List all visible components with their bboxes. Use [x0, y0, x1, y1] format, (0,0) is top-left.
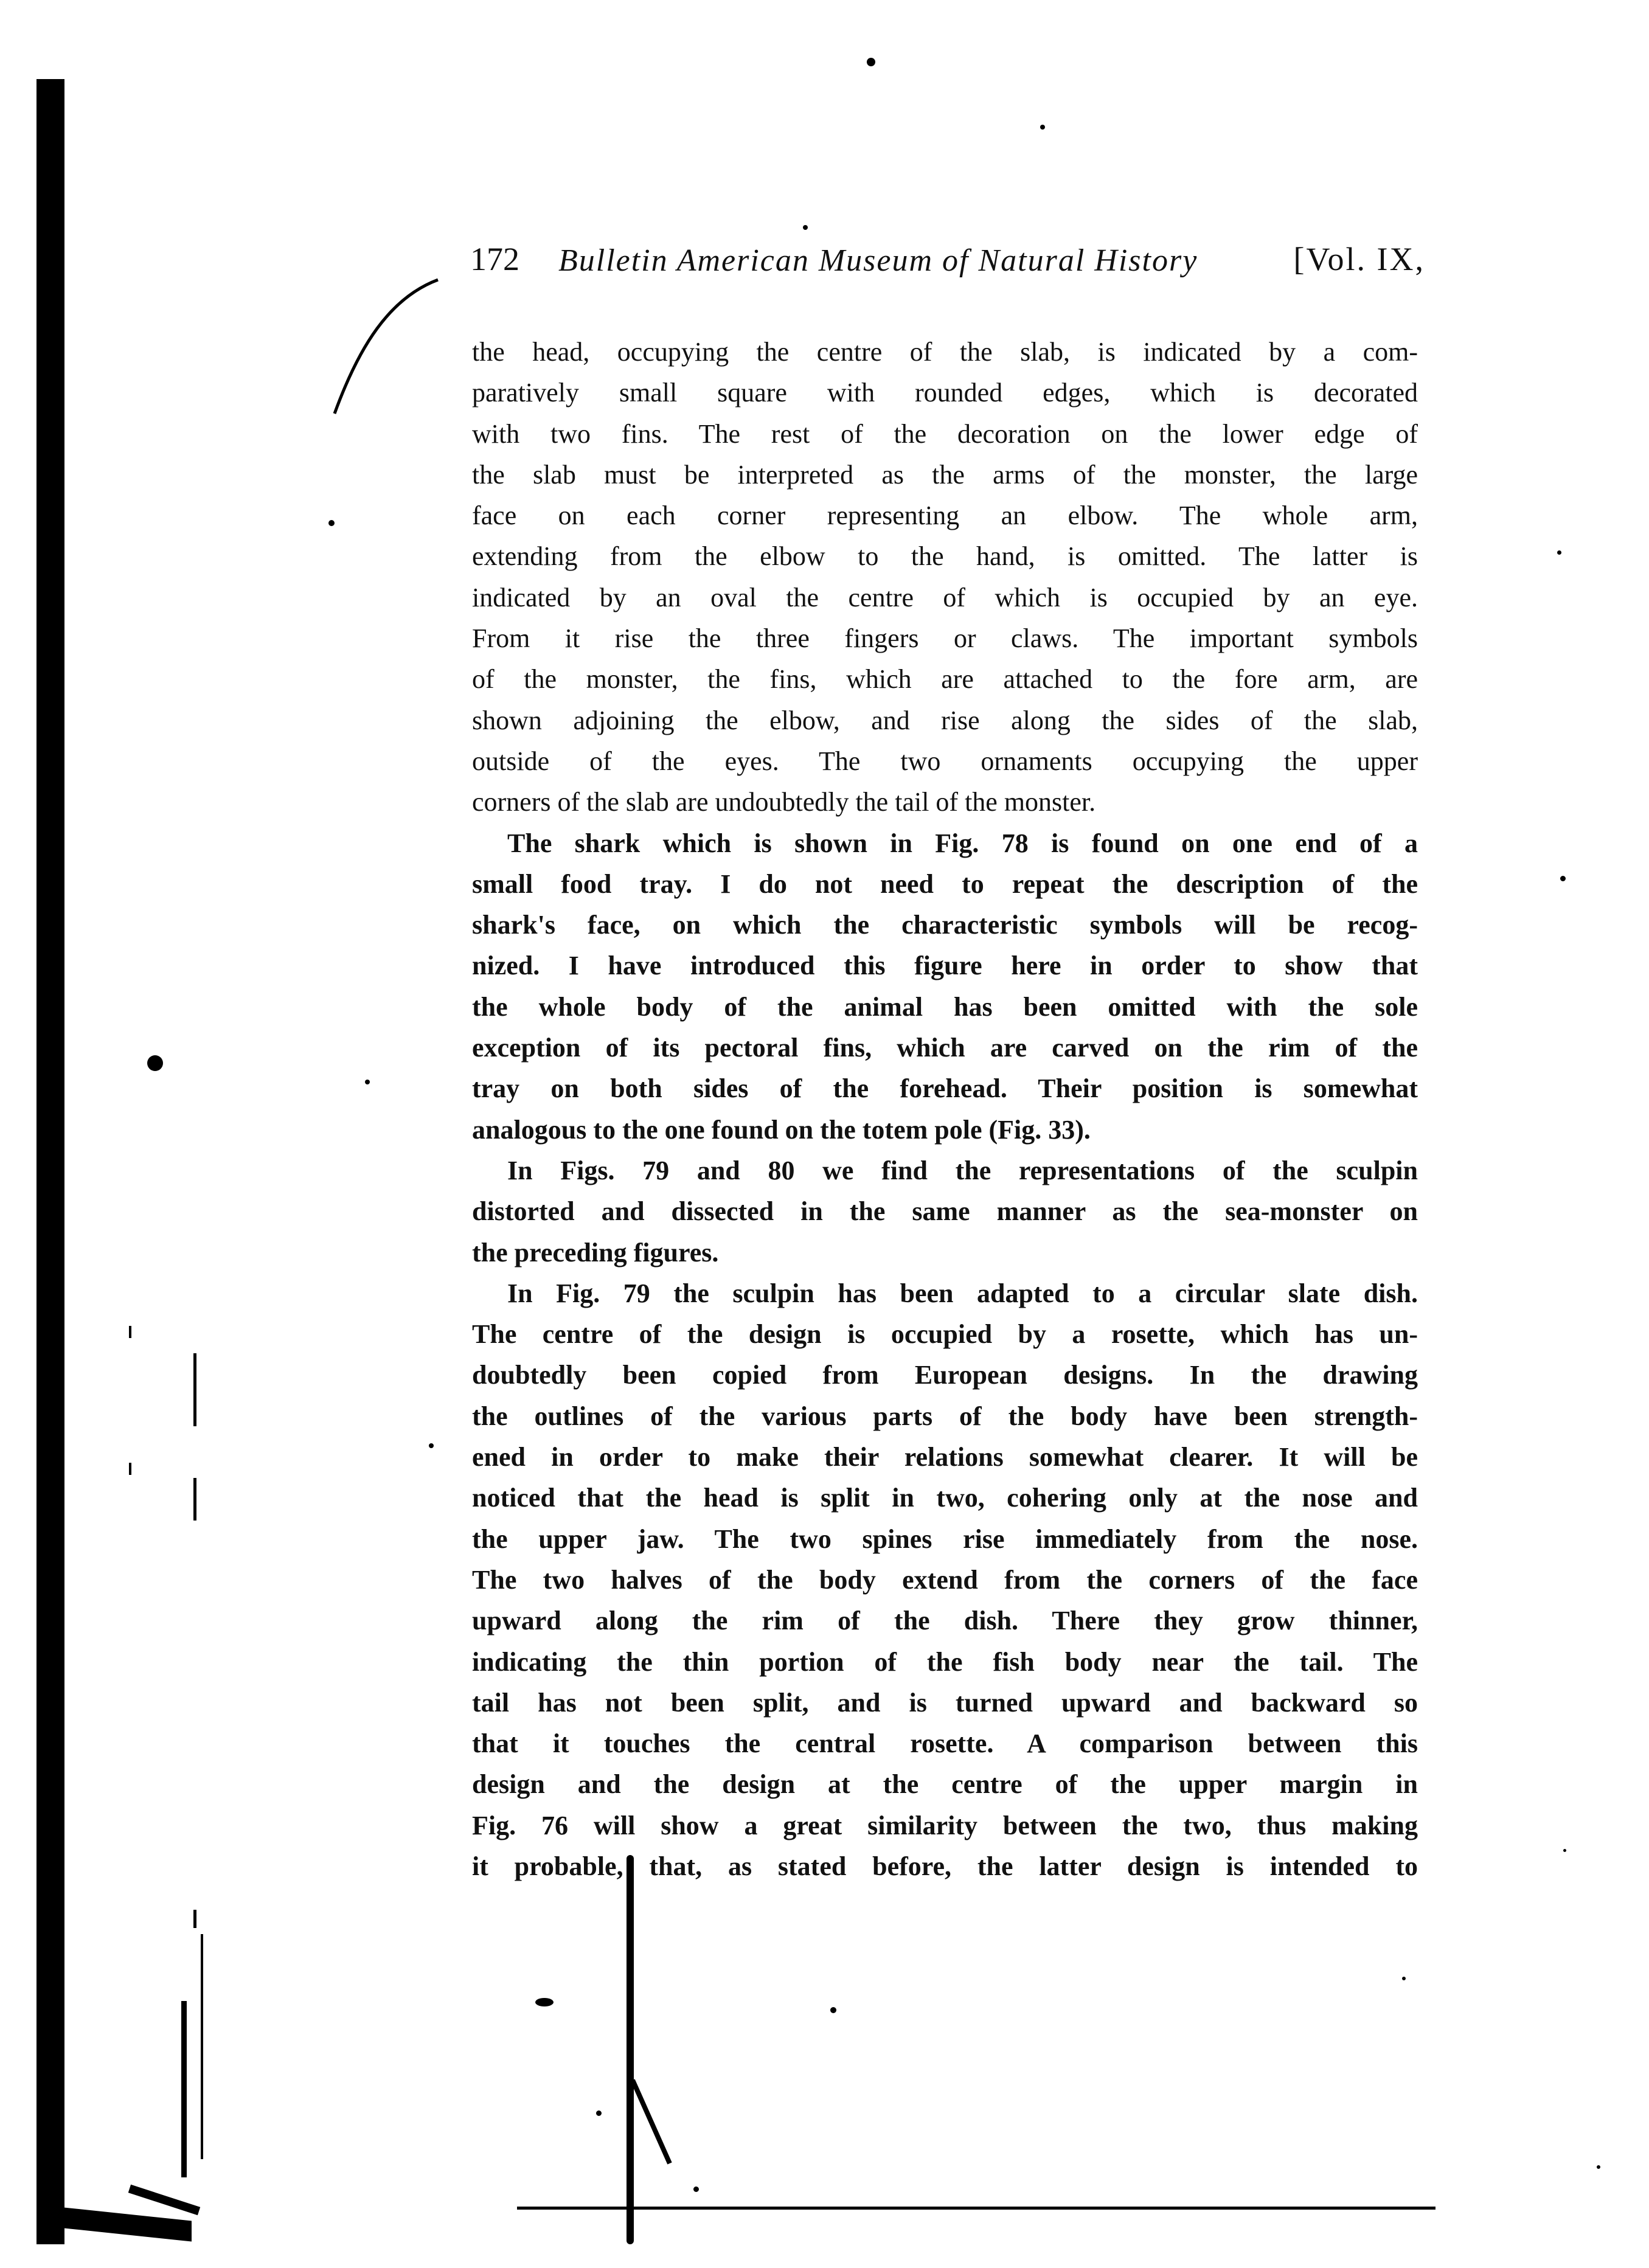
text-line: exception of its pectoral fins, which are carved on the rim of the: [472, 1033, 1418, 1063]
binding-shadow: [36, 79, 64, 2244]
text-line: the upper jaw. The two spines rise immediately from the nose.: [472, 1524, 1418, 1554]
text-line: corners of the slab are undoubtedly the tail of the monster.: [472, 787, 1096, 817]
scan-margin-mark: [193, 1353, 196, 1426]
binding-shadow-foot-stroke: [128, 2185, 200, 2215]
text-line: it probable, that, as stated before, the latter design is intended to: [472, 1851, 1418, 1881]
volume-label: [Vol. IX,: [1293, 241, 1425, 277]
scan-speck: [1597, 2165, 1600, 2169]
text-line: In Fig. 79 the sculpin has been adapted to a circular slate dish.: [507, 1278, 1418, 1308]
scan-margin-mark: [193, 1910, 196, 1928]
text-line: shark's face, on which the characteristic symbols will be recog-: [472, 910, 1418, 940]
text-line: the whole body of the animal has been omitted with the sole: [472, 991, 1418, 1022]
scan-speck: [328, 520, 335, 526]
text-line: ened in order to make their relations somewhat clearer. It will be: [472, 1442, 1418, 1472]
paragraph: [472, 1150, 1418, 1273]
scan-speck: [535, 1998, 554, 2006]
text-line: The two halves of the body extend from the corners of the face: [472, 1564, 1418, 1595]
paragraph: [472, 331, 1418, 823]
pencil-stroke-mark: [322, 274, 444, 420]
text-line: face on each corner representing an elbow. The whole arm,: [472, 501, 1418, 531]
text-line: The shark which is shown in Fig. 78 is found on one end of a: [507, 828, 1418, 858]
scan-speck: [1557, 550, 1561, 555]
scan-speck: [1563, 1849, 1566, 1852]
text-line: extending from the elbow to the hand, is omitted. The latter is: [472, 541, 1418, 572]
text-line: of the monster, the fins, which are attached to the fore arm, are: [472, 664, 1418, 695]
journal-title: Bulletin American Museum of Natural History: [558, 243, 1198, 278]
scan-speck: [830, 2007, 836, 2013]
scan-speck: [596, 2110, 602, 2116]
text-line: nized. I have introduced this figure here in order to show that: [472, 951, 1418, 981]
text-line: indicating the thin portion of the fish body near the tail. The: [472, 1646, 1418, 1677]
scan-margin-mark: [129, 1463, 131, 1475]
text-line: distorted and dissected in the same manner as the sea-monster on: [472, 1196, 1418, 1227]
text-line: doubtedly been copied from European designs. In the drawing: [472, 1360, 1418, 1390]
text-line: noticed that the head is split in two, cohering only at the nose and: [472, 1483, 1418, 1513]
text-line: tray on both sides of the forehead. Their position is somewhat: [472, 1073, 1418, 1104]
scan-speck: [803, 225, 808, 230]
text-line: analogous to the one found on the totem pole (Fig. 33).: [472, 1114, 1091, 1145]
text-line: Fig. 76 will show a great similarity between the two, thus making: [472, 1810, 1418, 1840]
text-line: that it touches the central rosette. A comparison between this: [472, 1729, 1418, 1759]
text-line: outside of the eyes. The two ornaments occupying the upper: [472, 746, 1418, 776]
scan-speck: [693, 2187, 699, 2192]
text-line: design and the design at the centre of the upper margin in: [472, 1769, 1418, 1800]
scan-margin-mark: [193, 1478, 196, 1521]
text-line: tail has not been split, and is turned upward and backward so: [472, 1687, 1418, 1718]
scan-diagonal-stroke: [630, 2079, 672, 2164]
scan-speck: [147, 1055, 163, 1071]
scan-speck: [429, 1443, 434, 1448]
text-line: the preceding figures.: [472, 1237, 719, 1268]
scan-margin-mark: [201, 1934, 203, 2159]
scan-speck: [1560, 876, 1566, 881]
scan-margin-mark: [181, 2001, 187, 2177]
text-line: the head, occupying the centre of the slab, is indicated by a com-: [472, 337, 1418, 367]
text-line: the slab must be interpreted as the arms of the monster, the large: [472, 459, 1418, 490]
paragraph: [472, 823, 1418, 1150]
scan-speck: [1040, 125, 1045, 130]
text-line: small food tray. I do not need to repeat the description of the: [472, 869, 1418, 899]
scan-horizontal-rule: [517, 2207, 1435, 2210]
text-line: upward along the rim of the dish. There they grow thinner,: [472, 1606, 1418, 1636]
text-line: indicated by an oval the centre of which is occupied by an eye.: [472, 582, 1418, 612]
text-line: In Figs. 79 and 80 we find the representations of the sculpin: [507, 1155, 1418, 1185]
paragraph: [472, 1273, 1418, 1887]
scan-speck: [867, 58, 875, 66]
text-line: paratively small square with rounded edges, which is decorated: [472, 378, 1418, 408]
binding-shadow-foot: [58, 2207, 192, 2241]
text-line: shown adjoining the elbow, and rise along the sides of the slab,: [472, 705, 1418, 735]
scan-vertical-stroke: [627, 1855, 634, 2244]
text-line: with two fins. The rest of the decoration on the lower edge of: [472, 418, 1418, 449]
scan-speck: [1402, 1977, 1406, 1980]
body-text: [472, 331, 1418, 1887]
text-line: From it rise the three fingers or claws. The important symbols: [472, 623, 1418, 654]
text-line: The centre of the design is occupied by a rosette, which has un-: [472, 1319, 1418, 1350]
text-line: the outlines of the various parts of the body have been strength-: [472, 1401, 1418, 1431]
scan-speck: [365, 1080, 370, 1084]
scan-margin-mark: [129, 1326, 131, 1338]
page-number: 172: [470, 241, 519, 277]
